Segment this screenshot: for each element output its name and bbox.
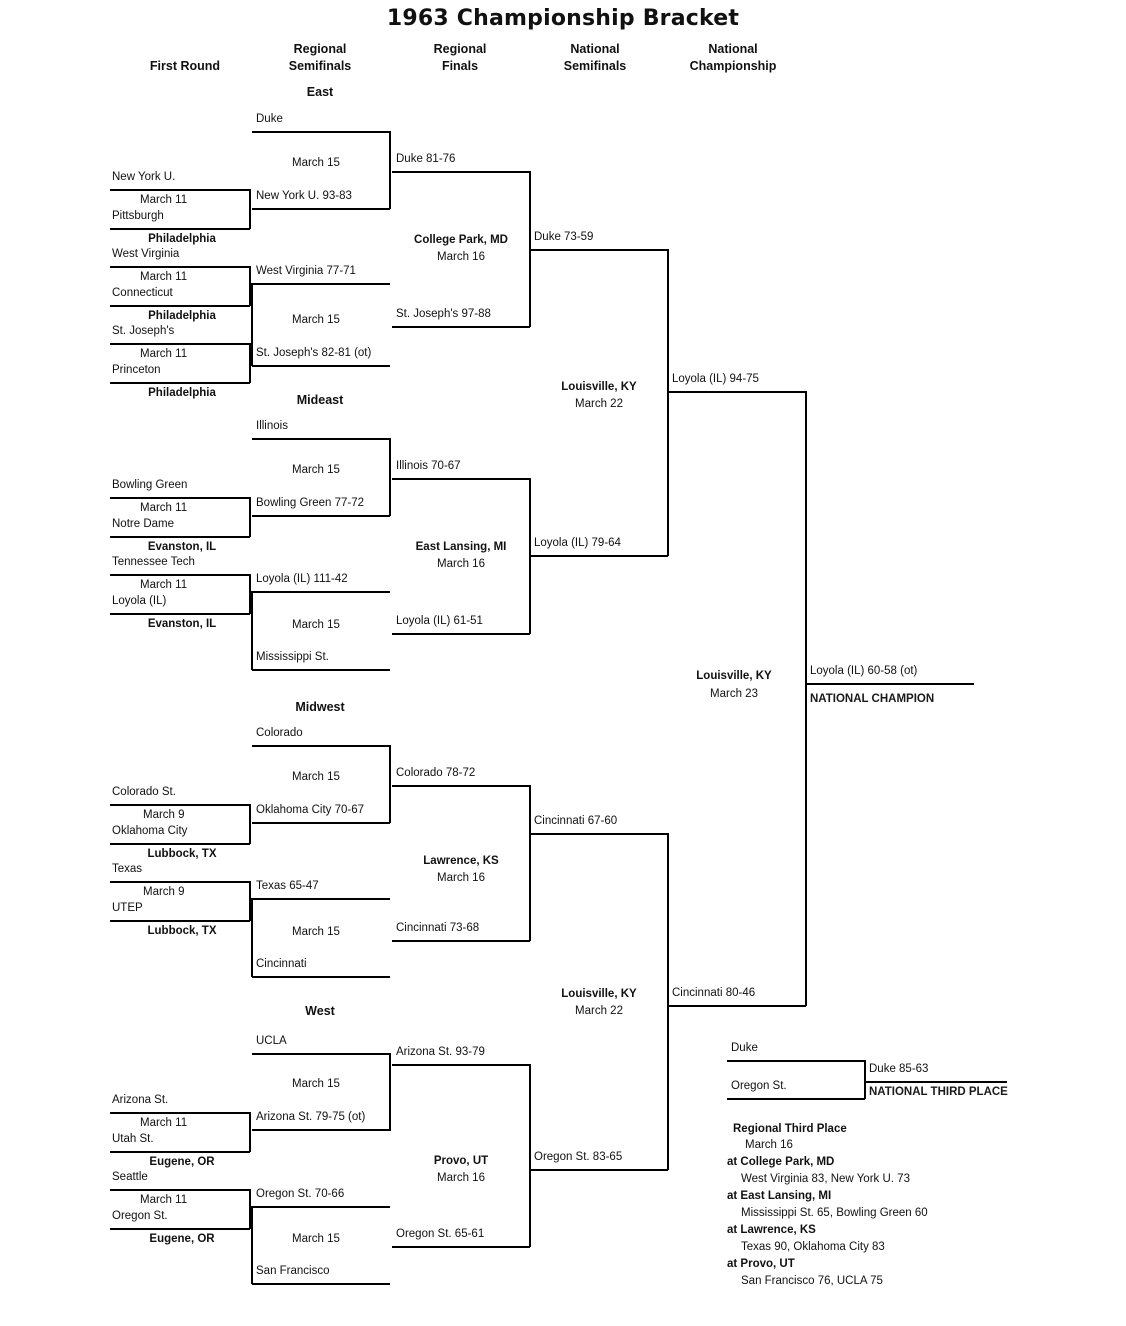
mideast-final-bottom-result: Loyola (IL) 61-51 [396, 615, 483, 627]
mideast-regional-winner: Loyola (IL) 79-64 [534, 537, 621, 549]
bracket-line [389, 1053, 391, 1131]
mideast-bye-team: Illinois [256, 420, 288, 432]
bracket-line [110, 1228, 250, 1230]
bracket-line [727, 1060, 865, 1062]
bracket-line [110, 497, 250, 499]
bracket-line [110, 305, 250, 307]
national-champion-result: Loyola (IL) 60-58 (ot) [810, 665, 918, 677]
bracket-line [389, 745, 391, 823]
bracket-line [727, 1098, 865, 1100]
east-regional-winner: Duke 73-59 [534, 231, 594, 243]
regional-third-place-heading: Regional Third Place [733, 1123, 847, 1135]
bracket-line [392, 940, 530, 942]
mideast-r1-g2-top-team: Tennessee Tech [112, 556, 195, 568]
east-semi1-date: March 15 [292, 157, 340, 169]
bracket-line [251, 1206, 253, 1284]
column-header-line1: Regional [433, 42, 487, 56]
bracket-line [392, 1246, 530, 1248]
west-semi1-date: March 15 [292, 1078, 340, 1090]
mideast-r1-g2-bottom-team: Loyola (IL) [112, 595, 167, 607]
mideast-r1-g1-site: Evanston, IL [147, 541, 217, 553]
national-championship-site: Louisville, KY [696, 670, 772, 682]
midwest-final-top-result: Colorado 78-72 [396, 767, 476, 779]
national-semifinal-bottom-site: Louisville, KY [561, 988, 637, 1000]
west-r1-g1-top-team: Arizona St. [112, 1094, 169, 1106]
mideast-semi1-result: Bowling Green 77-72 [256, 497, 365, 509]
midwest-r1-g1-bottom-team: Oklahoma City [112, 825, 188, 837]
bracket-line [530, 833, 668, 835]
regional-third-place-date: March 16 [745, 1139, 793, 1151]
bracket-line [110, 613, 250, 615]
bracket-line [251, 898, 253, 977]
national-championship-date: March 23 [710, 688, 758, 700]
column-header-line2: Finals [441, 59, 479, 73]
east-r1-g2-top-team: West Virginia [112, 248, 180, 260]
west-r1-g2-top-team: Seattle [112, 1171, 148, 1183]
bracket-line [251, 283, 253, 366]
column-header-line1: National [708, 42, 758, 56]
bracket-line [252, 745, 390, 747]
bracket-line [392, 326, 530, 328]
bracket-line [110, 1151, 250, 1153]
bracket-line [529, 785, 531, 941]
bracket-line [251, 591, 253, 670]
bracket-line [110, 266, 250, 268]
mideast-final-top-result: Illinois 70-67 [396, 460, 461, 472]
east-r1-g1-top-team: New York U. [112, 171, 176, 183]
column-header-regional-semifinals [245, 41, 395, 75]
column-header-national-championship [658, 41, 808, 75]
west-r1-g2-bottom-team: Oregon St. [112, 1210, 168, 1222]
bracket-line [110, 843, 250, 845]
bracket-line [252, 283, 390, 285]
west-r1-g1-date: March 11 [140, 1117, 188, 1129]
east-r1-g1-site: Philadelphia [148, 233, 216, 245]
west-semi2-bottom-result: San Francisco [256, 1265, 330, 1277]
bracket-line [110, 536, 250, 538]
mideast-semi2-top-result: Loyola (IL) 111-42 [256, 573, 348, 585]
east-r1-g2-bottom-team: Connecticut [112, 287, 173, 299]
bracket-line [110, 228, 250, 230]
west-bye-team: UCLA [256, 1035, 287, 1047]
bracket-line [805, 391, 807, 1006]
midwest-final-date: March 16 [437, 872, 485, 884]
midwest-r1-g1-date: March 9 [143, 809, 185, 821]
bracket-line [252, 131, 390, 133]
west-final-site: Provo, UT [433, 1155, 489, 1167]
bracket-line [392, 478, 530, 480]
bracket-line [252, 1129, 390, 1131]
midwest-r1-g2-top-team: Texas [112, 863, 143, 875]
mideast-r1-g2-site: Evanston, IL [147, 618, 217, 630]
mideast-semi2-date: March 15 [292, 619, 340, 631]
east-final-top-result: Duke 81-76 [396, 153, 456, 165]
mideast-final-site: East Lansing, MI [415, 541, 507, 553]
column-header-first-round [110, 58, 260, 75]
bracket-line [392, 1064, 530, 1066]
mideast-r1-g1-bottom-team: Notre Dame [112, 518, 174, 530]
bracket-line [252, 669, 390, 671]
regional-third-place-result-4: San Francisco 76, UCLA 75 [741, 1275, 883, 1287]
regional-third-place-site-2: at East Lansing, MI [727, 1190, 832, 1202]
page-title: 1963 Championship Bracket [386, 6, 740, 31]
bracket-line [110, 343, 250, 345]
regional-third-place-site-3: at Lawrence, KS [727, 1224, 816, 1236]
region-label-east: East [306, 85, 334, 99]
west-semi1-result: Arizona St. 79-75 (ot) [256, 1111, 366, 1123]
midwest-semi2-bottom-result: Cincinnati [256, 958, 307, 970]
bracket-line [392, 785, 530, 787]
east-r1-g3-bottom-team: Princeton [112, 364, 161, 376]
east-final-bottom-result: St. Joseph's 97-88 [396, 308, 491, 320]
mideast-r1-g2-date: March 11 [140, 579, 188, 591]
column-header-line1: First Round [149, 59, 221, 73]
bracket-line [530, 1169, 668, 1171]
bracket-line [389, 438, 391, 516]
national-semifinal-top-site: Louisville, KY [561, 381, 637, 393]
east-semi1-result: New York U. 93-83 [256, 190, 352, 202]
west-final-date: March 16 [437, 1172, 485, 1184]
national-semifinal-top-result: Loyola (IL) 94-75 [672, 373, 759, 385]
west-semi2-date: March 15 [292, 1233, 340, 1245]
bracket-line [806, 683, 974, 685]
regional-third-place-result-1: West Virginia 83, New York U. 73 [741, 1173, 910, 1185]
bracket-line [252, 365, 390, 367]
west-r1-g2-site: Eugene, OR [149, 1233, 215, 1245]
bracket-line [110, 574, 250, 576]
east-r1-g1-date: March 11 [140, 194, 188, 206]
national-champion-label: NATIONAL CHAMPION [810, 693, 935, 705]
east-r1-g3-date: March 11 [140, 348, 188, 360]
bracket-line [392, 171, 530, 173]
midwest-r1-g2-site: Lubbock, TX [147, 925, 217, 937]
east-final-site: College Park, MD [414, 234, 508, 246]
column-header-line2: Semifinals [288, 59, 352, 73]
bracket-line [667, 249, 669, 556]
bracket-line [252, 438, 390, 440]
bracket-line [865, 1081, 1007, 1083]
west-r1-g1-site: Eugene, OR [149, 1156, 215, 1168]
national-semifinal-top-date: March 22 [575, 398, 623, 410]
bracket-line [110, 804, 250, 806]
third-place-result: Duke 85-63 [869, 1063, 929, 1075]
midwest-r1-g2-date: March 9 [143, 886, 185, 898]
east-semi2-top-result: West Virginia 77-71 [256, 265, 356, 277]
east-r1-g3-site: Philadelphia [148, 387, 216, 399]
bracket-line [110, 189, 250, 191]
bracket-line [668, 391, 806, 393]
bracket-line [252, 1206, 390, 1208]
bracket-line [529, 1064, 531, 1247]
bracket-line [252, 1283, 390, 1285]
mideast-semi2-bottom-result: Mississippi St. [256, 651, 329, 663]
region-label-midwest: Midwest [295, 700, 345, 714]
bracket-line [252, 822, 390, 824]
national-semifinal-bottom-result: Cincinnati 80-46 [672, 987, 756, 999]
bracket-line [252, 976, 390, 978]
east-r1-g1-bottom-team: Pittsburgh [112, 210, 164, 222]
midwest-r1-g1-site: Lubbock, TX [147, 848, 217, 860]
regional-third-place-site-1: at College Park, MD [727, 1156, 835, 1168]
mideast-r1-g1-date: March 11 [140, 502, 188, 514]
mideast-r1-g1-top-team: Bowling Green [112, 479, 188, 491]
column-header-line1: National [570, 42, 620, 56]
column-header-national-semifinals [520, 41, 670, 75]
bracket-line [110, 1112, 250, 1114]
west-final-bottom-result: Oregon St. 65-61 [396, 1228, 485, 1240]
third-place-bottom-team: Oregon St. [731, 1080, 787, 1092]
mideast-semi1-date: March 15 [292, 464, 340, 476]
bracket-line [252, 591, 390, 593]
east-semi2-bottom-result: St. Joseph's 82-81 (ot) [256, 347, 372, 359]
west-r1-g2-date: March 11 [140, 1194, 188, 1206]
west-regional-winner: Oregon St. 83-65 [534, 1151, 623, 1163]
west-r1-g1-bottom-team: Utah St. [112, 1133, 154, 1145]
midwest-semi2-top-result: Texas 65-47 [256, 880, 319, 892]
bracket-line [110, 1189, 250, 1191]
bracket-line [668, 1005, 806, 1007]
midwest-regional-winner: Cincinnati 67-60 [534, 815, 618, 827]
national-semifinal-bottom-date: March 22 [575, 1005, 623, 1017]
midwest-final-site: Lawrence, KS [423, 855, 499, 867]
bracket-line [530, 555, 668, 557]
column-header-regional-finals [385, 41, 535, 75]
bracket-line [110, 881, 250, 883]
west-final-top-result: Arizona St. 93-79 [396, 1046, 485, 1058]
regional-third-place-site-4: at Provo, UT [727, 1258, 795, 1270]
west-semi2-top-result: Oregon St. 70-66 [256, 1188, 345, 1200]
east-final-date: March 16 [437, 251, 485, 263]
bracket-line [252, 898, 390, 900]
midwest-semi1-result: Oklahoma City 70-67 [256, 804, 365, 816]
east-r1-g3-top-team: St. Joseph's [112, 325, 175, 337]
column-header-line2: Semifinals [563, 59, 627, 73]
bracket-line [249, 1112, 251, 1152]
regional-third-place-result-3: Texas 90, Oklahoma City 83 [741, 1241, 885, 1253]
bracket-line [249, 497, 251, 537]
east-r1-g2-date: March 11 [140, 271, 188, 283]
region-label-mideast: Mideast [296, 393, 344, 407]
mideast-final-date: March 16 [437, 558, 485, 570]
midwest-bye-team: Colorado [256, 727, 303, 739]
midwest-semi2-date: March 15 [292, 926, 340, 938]
bracket-line [252, 515, 390, 517]
bracket-line [392, 633, 530, 635]
column-header-line1: Regional [293, 42, 347, 56]
bracket-line [530, 249, 668, 251]
midwest-r1-g2-bottom-team: UTEP [112, 902, 143, 914]
bracket-line [864, 1060, 866, 1099]
bracket-line [252, 208, 390, 210]
bracket-line [667, 833, 669, 1170]
midwest-semi1-date: March 15 [292, 771, 340, 783]
bracket-line [110, 920, 250, 922]
third-place-label: NATIONAL THIRD PLACE [869, 1086, 1008, 1098]
east-r1-g2-site: Philadelphia [148, 310, 216, 322]
east-semi2-date: March 15 [292, 314, 340, 326]
east-bye-team: Duke [256, 113, 283, 125]
bracket-line [252, 1053, 390, 1055]
bracket-line [249, 804, 251, 844]
midwest-r1-g1-top-team: Colorado St. [112, 786, 176, 798]
regional-third-place-result-2: Mississippi St. 65, Bowling Green 60 [741, 1207, 928, 1219]
third-place-top-team: Duke [731, 1042, 758, 1054]
column-header-line2: Championship [689, 59, 777, 73]
bracket-line [110, 382, 250, 384]
bracket-line [389, 131, 391, 209]
bracket-line [249, 189, 251, 229]
region-label-west: West [305, 1004, 335, 1018]
midwest-final-bottom-result: Cincinnati 73-68 [396, 922, 480, 934]
